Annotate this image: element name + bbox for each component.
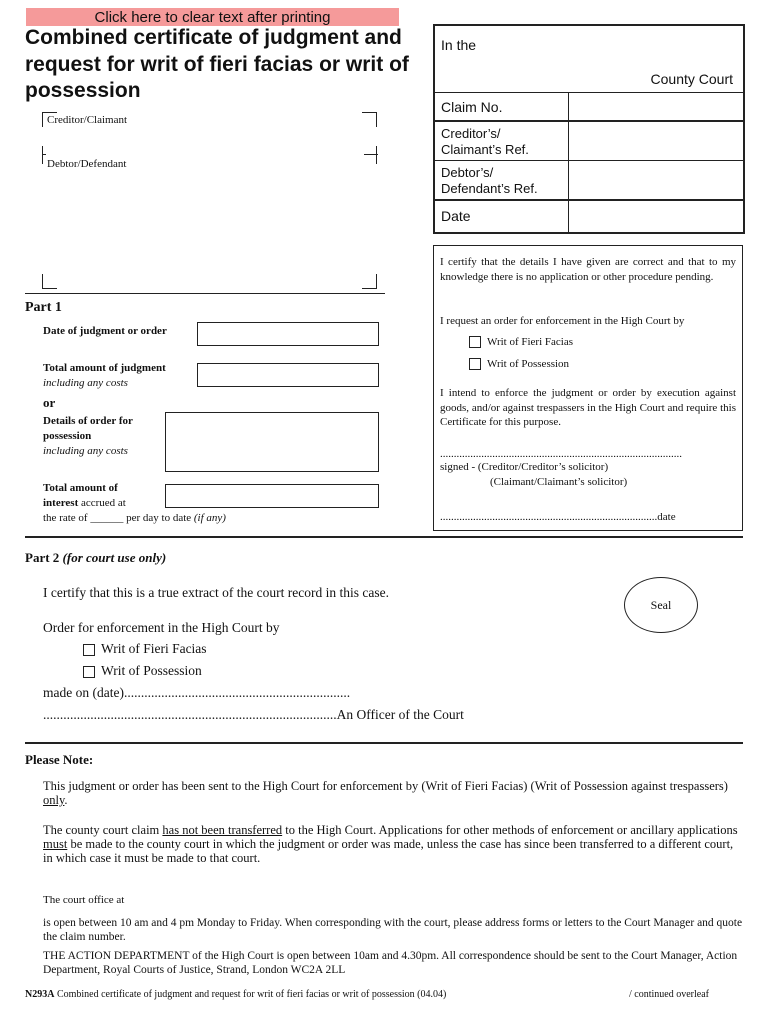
- date-judgment-label: Date of judgment or order: [43, 325, 167, 337]
- total-judgment-field[interactable]: [197, 363, 379, 387]
- debtor-ref-field[interactable]: [568, 161, 744, 199]
- creditor-ref-row: [435, 120, 743, 160]
- part2-opt-possession[interactable]: [83, 663, 202, 679]
- interest-rate-text[interactable]: the rate of ______ per day to date: [43, 512, 192, 524]
- including-costs-label: including any costs: [43, 377, 128, 389]
- creditor-ref-label: Creditor’s/ Claimant’s Ref.: [441, 126, 529, 157]
- debtor-ref-row: [435, 160, 743, 199]
- claim-no-label: Claim No.: [441, 99, 503, 115]
- note-p1a: This judgment or order has been sent to the High Court for enforcement by (Writ of Fieri Facias) (Writ of Possession against trespassers): [43, 779, 728, 793]
- note-p2b: to the High Court. Applications for other methods of enforcement or ancillary applications: [282, 823, 738, 837]
- debtor-label: Debtor/Defendant: [47, 158, 127, 170]
- date-row: [435, 199, 743, 232]
- details-order-label-2: possession: [43, 430, 92, 442]
- part2-made-on[interactable]: made on (date)...................................................................: [43, 685, 351, 700]
- date-label: Date: [441, 208, 471, 224]
- cert-opt-fifa[interactable]: [469, 335, 573, 350]
- including-costs-label-2: including any costs: [43, 445, 128, 457]
- date-judgment-field[interactable]: [197, 322, 379, 346]
- certification-box: [433, 245, 743, 531]
- debtor-bracket-tick: [364, 154, 378, 155]
- part1-heading: Part 1: [25, 300, 62, 315]
- note-divider: [25, 742, 743, 744]
- note-office: The court office at: [43, 894, 125, 906]
- checkbox-part2-fifa[interactable]: [83, 644, 95, 656]
- request-text: I request an order for enforcement in the High Court by: [440, 315, 685, 327]
- interest-bold: interest: [43, 497, 79, 509]
- intend-text: I intend to enforce the judgment or order by execution against goods, and/or against trespassers in the High Court and require this Certificate for this purpose.: [440, 387, 736, 428]
- cert-opt-fifa-label: Writ of Fieri Facias: [487, 336, 574, 348]
- debtor-ref-label: Debtor’s/ Defendant’s Ref.: [441, 165, 538, 196]
- signed-label-2: (Claimant/Claimant’s solicitor): [490, 476, 628, 488]
- note-heading: Please Note:: [25, 752, 94, 767]
- part2-heading-ital: (for court use only): [62, 550, 167, 565]
- creditor-ref-field[interactable]: [568, 122, 744, 160]
- checkbox-possession[interactable]: [469, 358, 481, 370]
- note-p2u: has not been transferred: [162, 823, 283, 837]
- details-order-label-1: Details of order for: [43, 415, 133, 427]
- footer-desc-text: Combined certificate of judgment and request for writ of fieri facias or writ of possession (04.04): [54, 989, 447, 1000]
- note-action: THE ACTION DEPARTMENT of the High Court is open between 10am and 4.30pm. All correspondence should be sent to the Court Manager, Action Department, Royal Courts of Justice, Strand, London WC2A 2LL: [43, 950, 738, 976]
- bracket-bl: [42, 274, 57, 289]
- cert-opt-possession[interactable]: [469, 357, 569, 372]
- creditor-bracket-tr: [362, 112, 377, 127]
- claim-no-field[interactable]: [568, 93, 744, 121]
- form-title: Combined certificate of judgment and request for writ of fieri facias or writ of possession: [25, 26, 409, 102]
- checkbox-fifa[interactable]: [469, 336, 481, 348]
- creditor-label: Creditor/Claimant: [47, 114, 128, 126]
- part2-opt-possession-label: Writ of Possession: [101, 663, 202, 678]
- footer-code: N293A: [25, 989, 55, 1000]
- part2-order-by: Order for enforcement in the High Court by: [43, 620, 280, 635]
- court-details-table: [433, 24, 745, 234]
- note-open: is open between 10 am and 4 pm Monday to Friday. When corresponding with the court, please address forms or letters to the Court Manager and quote the claim number.: [43, 917, 743, 943]
- debtor-bracket-tr: [362, 146, 377, 164]
- part2-opt-fifa-label: Writ of Fieri Facias: [101, 641, 207, 656]
- part2-opt-fifa[interactable]: [83, 641, 207, 657]
- cert-opt-possession-label: Writ of Possession: [487, 358, 570, 370]
- footer-desc: [25, 989, 446, 1000]
- clear-text-button[interactable]: Click here to clear text after printing: [26, 8, 399, 26]
- interest-field[interactable]: [165, 484, 379, 508]
- debtor-bracket-tick-left: [42, 154, 46, 155]
- part2-officer[interactable]: .......................................................................................An Officer of the Court: [43, 707, 464, 722]
- part2-divider: [25, 536, 743, 538]
- date-field[interactable]: [568, 201, 744, 232]
- footer-continued: / continued overleaf: [629, 989, 709, 1000]
- part2-certify: I certify that this is a true extract of the court record in this case.: [43, 585, 389, 600]
- note-p2c: be made to the county court in which the judgment or order was made, unless the case has since been transferred to a different court, in which case it must be made to that court.: [43, 837, 734, 865]
- county-court-label: County Court: [650, 71, 733, 87]
- note-p2u2: must: [43, 837, 68, 851]
- note-p2: [43, 823, 743, 865]
- certify-text: I certify that the details I have given are correct and that to my knowledge there is no application or other procedure pending.: [440, 256, 736, 283]
- in-the-label: In the: [441, 37, 477, 53]
- total-judgment-label: Total amount of judgment: [43, 362, 166, 374]
- note-p1u: only: [43, 793, 65, 807]
- part2-heading-text: Part 2: [25, 550, 60, 565]
- or-label: or: [43, 395, 56, 410]
- signature-line[interactable]: ........................................................................................: [440, 448, 682, 460]
- interest-label-3: [43, 512, 226, 524]
- interest-label-2: [43, 497, 126, 509]
- if-any: (if any): [193, 512, 226, 524]
- part2-heading: [25, 550, 166, 566]
- cert-date-line[interactable]: ...............................................................................date: [440, 511, 676, 523]
- details-order-field[interactable]: [165, 412, 379, 472]
- interest-label-1: Total amount of: [43, 482, 118, 494]
- seal: Seal: [624, 577, 698, 633]
- part1-divider: [25, 293, 385, 294]
- note-p2a: The county court claim: [43, 823, 163, 837]
- note-p1b: .: [64, 793, 68, 807]
- bracket-br: [362, 274, 377, 289]
- signed-label: signed - (Creditor/Creditor’s solicitor): [440, 461, 609, 473]
- checkbox-part2-possession[interactable]: [83, 666, 95, 678]
- note-p1: [43, 779, 743, 807]
- claim-no-row: [435, 92, 743, 121]
- interest-rest: accrued at: [78, 497, 126, 509]
